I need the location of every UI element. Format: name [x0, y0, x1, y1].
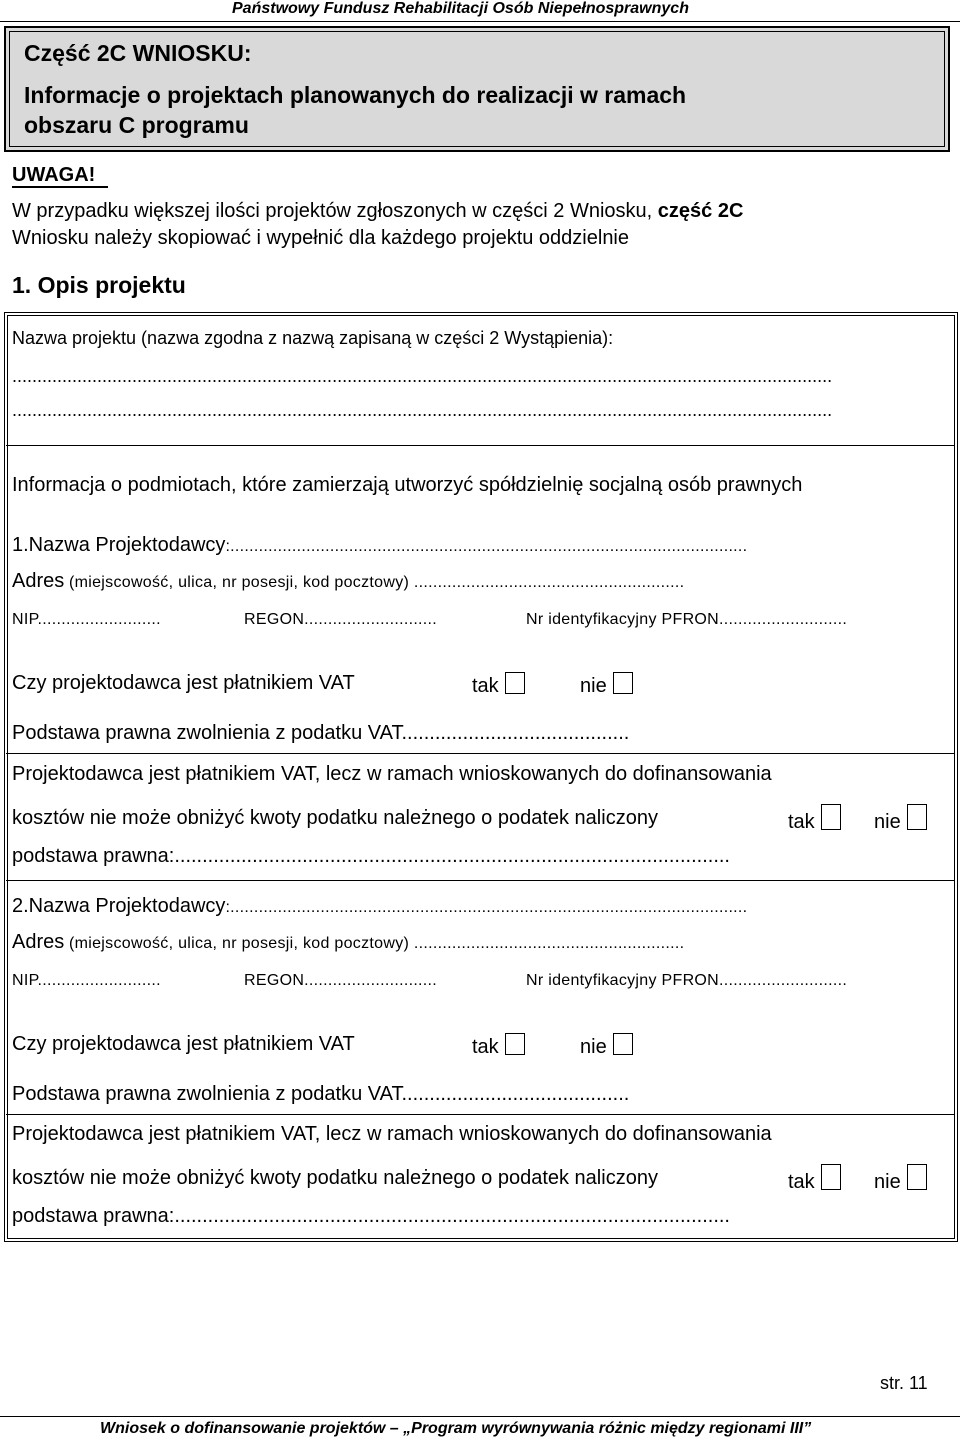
address-label: Adres	[12, 931, 65, 953]
project-name-field-1[interactable]: ....................................................................................................................................................................	[12, 366, 833, 386]
title-line-2: Informacje o projektach planowanych do realizacji w ramach	[24, 82, 687, 108]
yes-label: tak	[472, 1036, 499, 1058]
applicant-name-label: 1.Nazwa Projektodawcy	[12, 534, 226, 556]
note-heading: UWAGA!	[12, 164, 96, 186]
header-divider	[0, 21, 960, 22]
applicant-1-vat-payer-line-1: Projektodawca jest płatnikiem VAT, lecz w ramach wnioskowanych do dofinansowania	[12, 763, 772, 785]
applicant-1-vat-no[interactable]	[580, 672, 633, 698]
title-line-3: obszaru C programu	[24, 112, 249, 138]
applicant-2-regon[interactable]: REGON............................	[244, 972, 438, 989]
applicant-2-address[interactable]	[12, 931, 948, 954]
applicant-name-field[interactable]: :.............................................................................................................	[225, 899, 748, 916]
checkbox[interactable]	[821, 1164, 841, 1190]
applicant-name-field[interactable]: :.............................................................................................................	[225, 538, 748, 555]
applicant-1-vat-yes[interactable]	[472, 672, 525, 698]
no-label: nie	[580, 1036, 607, 1058]
address-field[interactable]: .........................................................	[413, 935, 685, 952]
footer-divider	[0, 1416, 960, 1417]
applicant-1-vat-exemption[interactable]: Podstawa prawna zwolnienia z podatku VAT.........................................	[12, 722, 630, 744]
title-box	[4, 26, 950, 152]
applicant-2-payer-no[interactable]	[874, 1164, 927, 1194]
project-name-field-2[interactable]: ....................................................................................................................................................................	[12, 400, 833, 420]
address-hint: (miejscowość, ulica, nr posesji, kod pocztowy)	[64, 574, 414, 591]
applicant-2-vat-exemption[interactable]: Podstawa prawna zwolnienia z podatku VAT.........................................	[12, 1083, 630, 1105]
applicant-1-regon[interactable]: REGON............................	[244, 611, 438, 628]
address-hint: (miejscowość, ulica, nr posesji, kod pocztowy)	[64, 935, 414, 952]
note-heading-underline	[12, 186, 108, 188]
applicant-1-vat-question: Czy projektodawca jest płatnikiem VAT	[12, 672, 355, 694]
page-number: str. 11	[880, 1373, 928, 1393]
applicant-1-legal-basis[interactable]: podstawa prawna:....................................................................................................	[12, 845, 730, 867]
applicant-1-vat-payer-line-2: kosztów nie może obniżyć kwoty podatku należnego o podatek naliczony	[12, 807, 658, 829]
divider	[6, 1114, 954, 1115]
title-line-1: Część 2C WNIOSKU:	[24, 40, 252, 66]
note-line-2: Wniosku należy skopiować i wypełnić dla każdego projektu oddzielnie	[12, 227, 630, 249]
applicant-1-nip[interactable]: NIP..........................	[12, 611, 161, 628]
applicant-2-vat-payer-line-1: Projektodawca jest płatnikiem VAT, lecz w ramach wnioskowanych do dofinansowania	[12, 1123, 772, 1145]
divider	[6, 753, 954, 754]
applicant-2-vat-yes[interactable]	[472, 1033, 525, 1059]
address-field[interactable]: .........................................................	[413, 574, 685, 591]
note-line-1	[12, 200, 743, 223]
applicant-1-name[interactable]	[12, 534, 946, 557]
note-bold-text: część 2C	[657, 200, 744, 222]
applicant-1-address[interactable]	[12, 570, 948, 593]
checkbox[interactable]	[907, 1164, 927, 1190]
no-label: nie	[874, 811, 901, 833]
applicant-1-payer-yes[interactable]	[788, 804, 841, 834]
applicant-1-payer-no[interactable]	[874, 804, 927, 834]
project-name-label: Nazwa projektu (nazwa zgodna z nazwą zapisaną w części 2 Wystąpienia):	[12, 328, 614, 348]
address-label: Adres	[12, 570, 65, 592]
applicant-2-payer-yes[interactable]	[788, 1164, 841, 1194]
applicant-2-vat-no[interactable]	[580, 1033, 633, 1059]
checkbox[interactable]	[613, 1033, 633, 1055]
applicant-2-vat-payer-line-2: kosztów nie może obniżyć kwoty podatku należnego o podatek naliczony	[12, 1167, 658, 1189]
applicant-2-nip[interactable]: NIP..........................	[12, 972, 161, 989]
checkbox[interactable]	[505, 1033, 525, 1055]
section-title: 1. Opis projektu	[12, 272, 186, 298]
yes-label: tak	[788, 811, 815, 833]
no-label: nie	[874, 1171, 901, 1193]
entities-info: Informacja o podmiotach, które zamierzają utworzyć spółdzielnię socjalną osób prawnych	[12, 474, 803, 496]
note-text: W przypadku większej ilości projektów zgłoszonych w części 2 Wniosku,	[12, 200, 658, 222]
checkbox[interactable]	[505, 672, 525, 694]
running-header: Państwowy Fundusz Rehabilitacji Osób Niepełnosprawnych	[232, 0, 689, 17]
checkbox[interactable]	[907, 804, 927, 830]
applicant-name-label: 2.Nazwa Projektodawcy	[12, 895, 226, 917]
yes-label: tak	[472, 675, 499, 697]
no-label: nie	[580, 675, 607, 697]
page-footer: Wniosek o dofinansowanie projektów – „Program wyrównywania różnic między regionami III”	[100, 1420, 812, 1437]
applicant-2-vat-question: Czy projektodawca jest płatnikiem VAT	[12, 1033, 355, 1055]
checkbox[interactable]	[821, 804, 841, 830]
applicant-1-pfron[interactable]: Nr identyfikacyjny PFRON...........................	[526, 611, 848, 628]
yes-label: tak	[788, 1171, 815, 1193]
applicant-2-name[interactable]	[12, 895, 946, 918]
checkbox[interactable]	[613, 672, 633, 694]
divider	[6, 880, 954, 881]
applicant-2-legal-basis[interactable]: podstawa prawna:....................................................................................................	[12, 1205, 730, 1227]
divider	[6, 445, 954, 446]
applicant-2-pfron[interactable]: Nr identyfikacyjny PFRON...........................	[526, 972, 848, 989]
